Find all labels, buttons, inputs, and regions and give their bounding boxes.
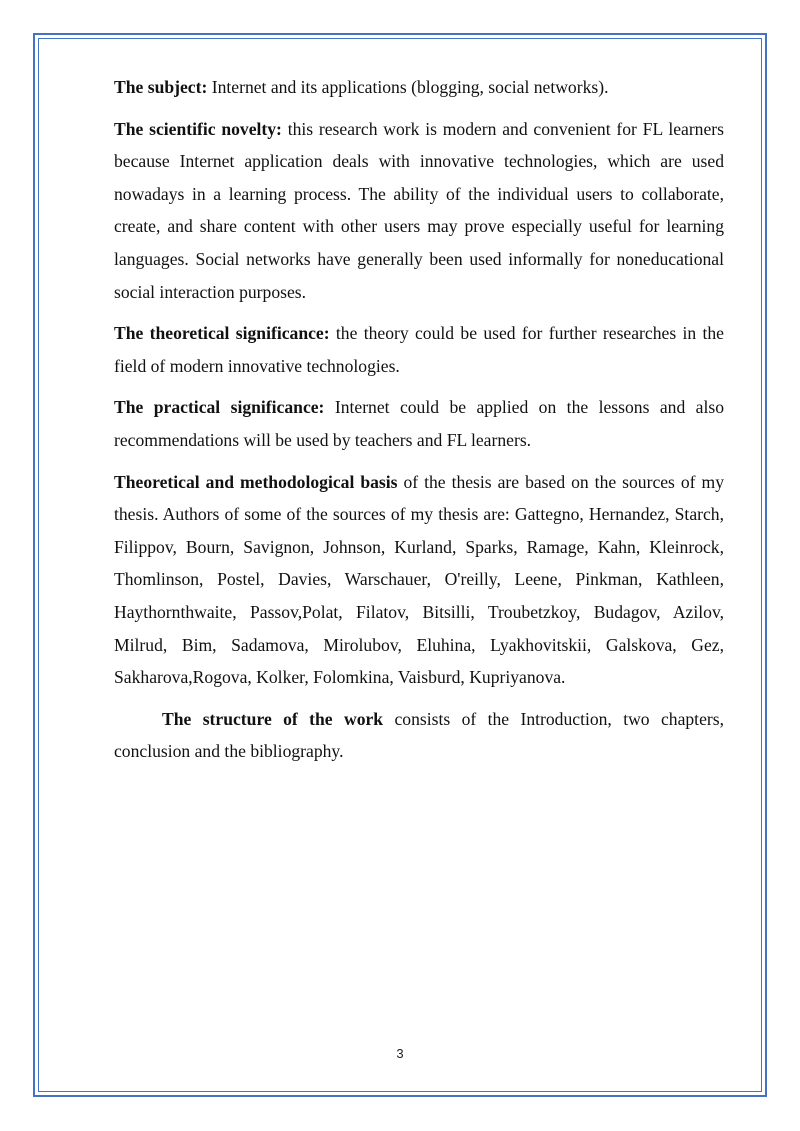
paragraph-subject [114,71,724,104]
paragraph-label: Theoretical and methodological basis [114,471,398,492]
paragraph-methodological-basis [114,466,724,694]
paragraph-structure [114,703,724,768]
paragraph-label: The structure of the work [162,708,384,729]
paragraph-text: this research work is modern and convenient for FL learners because Internet application deals with innovative technologies, which are used nowadays in a learning process. The ability of the individual users to collaborate, create, and share content with other users may prove especially useful for learning languages. Social networks have generally been used informally for noneducational social interaction purposes. [114,118,724,302]
paragraph-label: The subject: [114,77,208,97]
paragraph-text: of the thesis are based on the sources of my thesis. Authors of some of the sources of my thesis are: Gattegno, Hernandez, Starch, Filippov, Bourn, Savignon, Johnson, Kurland, Sparks, Ramage, Kahn, Kleinrock, Thomlinson, Postel, Davies, Warschauer, O'reilly, Leene, Pinkman, Kathleen, Haythornthwaite, Passov,Polat, Filatov, Bitsilli, Troubetzkoy, Budagov, Azilov, Milrud, Bim, Sadamova, Mirolubov, Eluhina, Lyakhovitskii, Galskova, Gez, Sakharova,Rogova, Kolker, Folomkina, Vaisburd, Kupriyanova. [114,471,724,688]
paragraph-text: the theory could be used for further researches in the field of modern innovative technologies. [114,323,724,376]
paragraph-label: The practical significance: [114,397,325,418]
paragraph-practical-significance [114,391,724,456]
paragraph-text: Internet and its applications (blogging, social networks). [207,77,609,97]
paragraph-label: The scientific novelty: [114,118,282,139]
document-body [114,71,724,777]
page-number: 3 [396,1046,404,1061]
paragraph-text: consists of the Introduction, two chapters, conclusion and the bibliography. [114,708,724,762]
paragraph-text: Internet could be applied on the lessons and also recommendations will be used by teachers and FL learners. [114,397,724,450]
paragraph-theoretical-significance [114,317,724,382]
paragraph-scientific-novelty [114,113,724,309]
paragraph-label: The theoretical significance: [114,323,330,344]
